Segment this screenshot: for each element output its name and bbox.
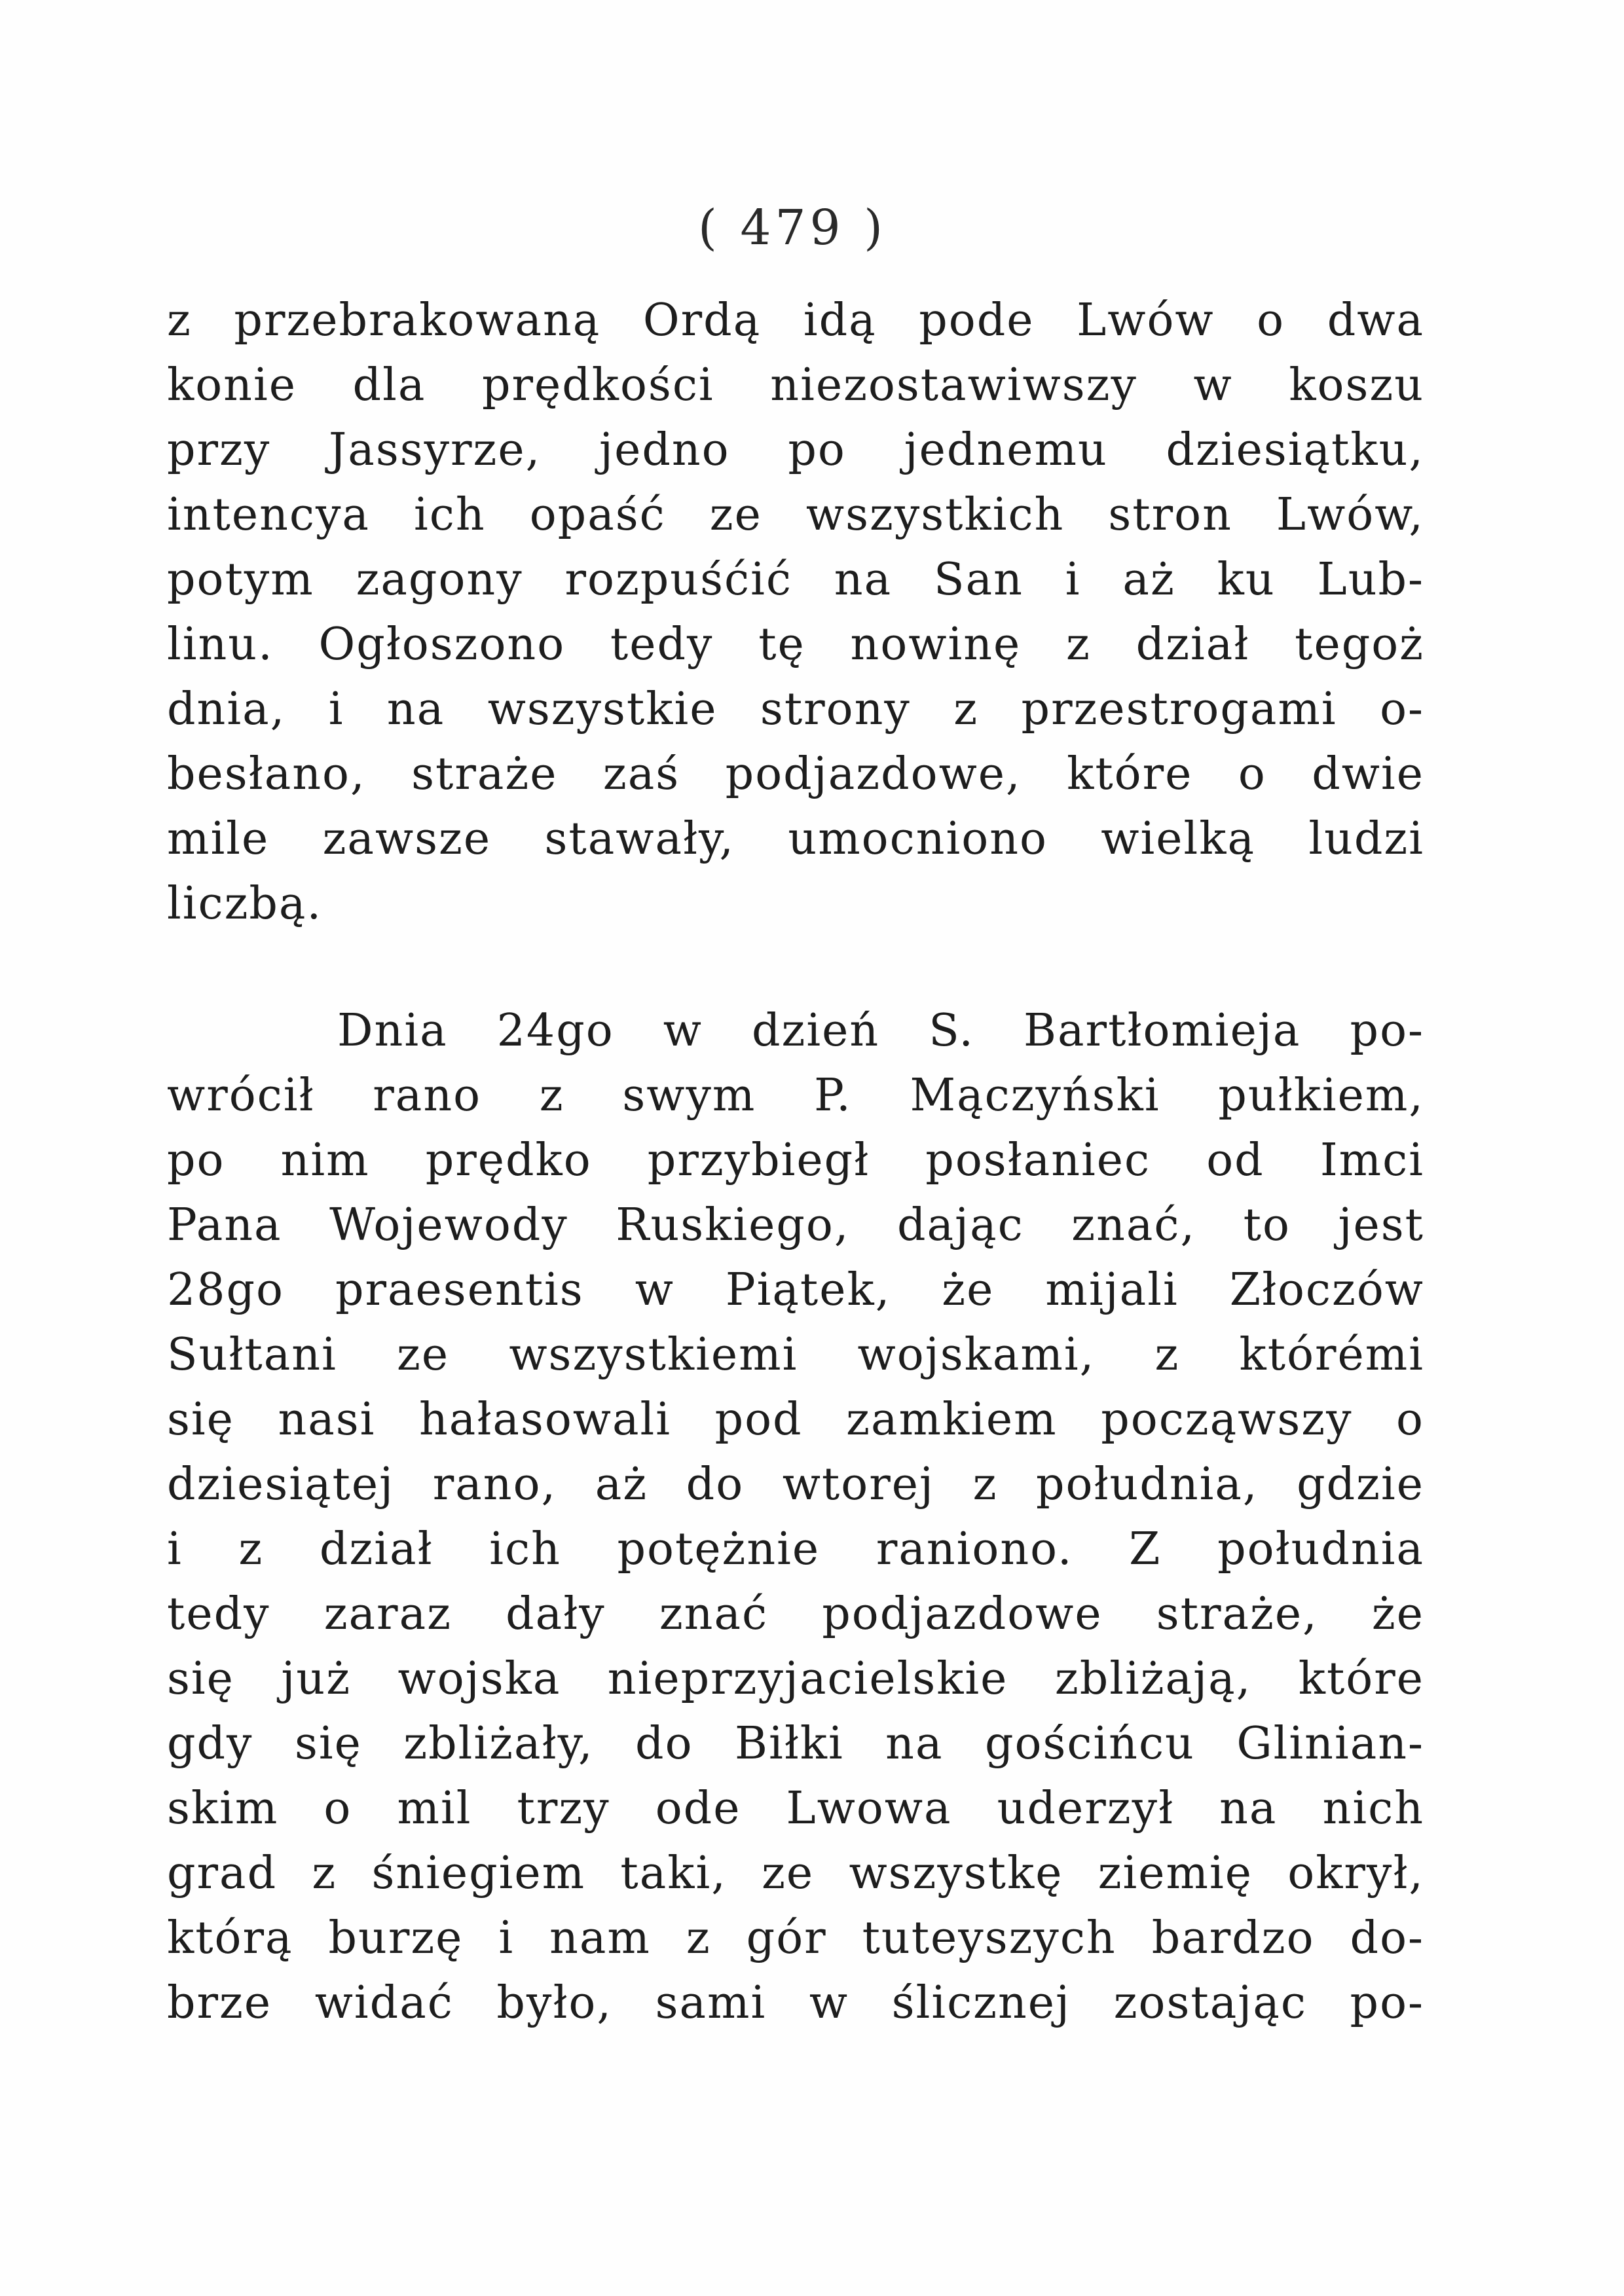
text-line: się już wojska nieprzyjacielskie zbliżają, które — [167, 1653, 1424, 1705]
text-line: potym zagony rozpuśćić na San i aż ku Lub- — [167, 554, 1424, 606]
text-line: tedy zaraz dały znać podjazdowe straże, że — [167, 1588, 1424, 1640]
text-line: dnia, i na wszystkie strony z przestrogami o- — [167, 683, 1424, 735]
text-line: po nim prędko przybiegł posłaniec od Imci — [167, 1135, 1424, 1186]
text-line: grad z śniegiem taki, ze wszystkę ziemię okrył, — [167, 1848, 1424, 1899]
text-line: z przebrakowaną Ordą idą pode Lwów o dwa — [167, 295, 1424, 346]
text-line: konie dla prędkości niezostawiwszy w koszu — [167, 359, 1424, 411]
paragraph-2 — [167, 998, 1424, 2035]
text-line: którą burzę i nam z gór tuteyszych bardzo do- — [167, 1912, 1424, 1964]
text-line: brze widać było, sami w ślicznej zostając po- — [167, 1977, 1424, 2029]
text-line: intencya ich opaść ze wszystkich stron Lwów, — [167, 489, 1424, 541]
text-line: gdy się zbliżały, do Biłki na gościńcu Glinian- — [167, 1718, 1424, 1770]
text-line: Dnia 24go w dzień S. Bartłomieja po- — [337, 1005, 1424, 1057]
text-line: przy Jassyrze, jedno po jednemu dziesiątku, — [167, 424, 1424, 476]
text-line: skim o mil trzy ode Lwowa uderzył na nich — [167, 1783, 1424, 1834]
page-number: ( 479 ) — [697, 200, 887, 256]
text-line: Sułtani ze wszystkiemi wojskami, z którémi — [167, 1329, 1424, 1381]
text-line: besłano, straże zaś podjazdowe, które o dwie — [167, 748, 1424, 800]
text-line: wrócił rano z swym P. Mączyński pułkiem, — [167, 1070, 1424, 1121]
text-line: 28go praesentis w Piątek, że mijali Złoczów — [167, 1264, 1424, 1316]
text-line: dziesiątej rano, aż do wtorej z południa, gdzie — [167, 1459, 1424, 1510]
text-line: linu. Ogłoszono tedy tę nowinę z dział tegoż — [167, 619, 1424, 670]
text-line: Pana Wojewody Ruskiego, dając znać, to jest — [167, 1199, 1424, 1251]
paragraph-1 — [167, 288, 1424, 936]
text-line: mile zawsze stawały, umocniono wielką ludzi — [167, 813, 1424, 865]
text-line: i z dział ich potężnie raniono. Z południa — [167, 1523, 1424, 1575]
text-line: się nasi hałasowali pod zamkiem począwszy o — [167, 1394, 1424, 1446]
text-line: liczbą. — [167, 878, 323, 930]
